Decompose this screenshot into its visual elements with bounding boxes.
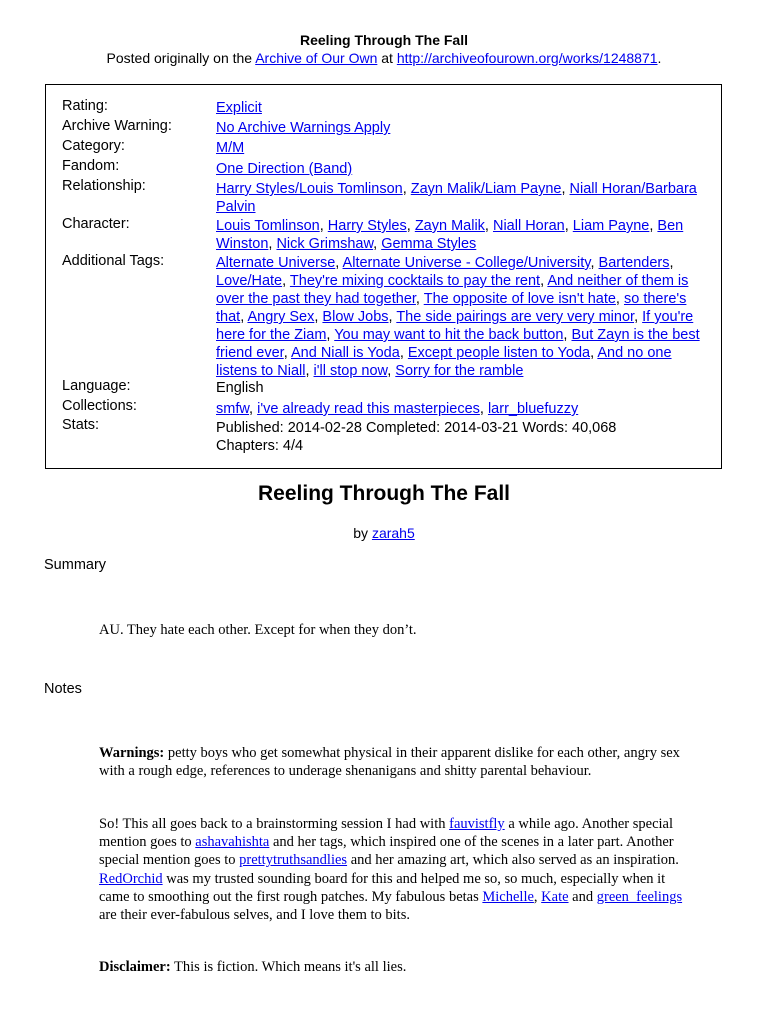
michelle-link[interactable]: Michelle — [482, 888, 534, 905]
tag-link[interactable]: And Niall is Yoda — [290, 345, 400, 361]
tag-link[interactable]: And neither of them is over the past they had together — [216, 273, 689, 307]
posted-prefix: Posted originally on the — [106, 50, 256, 66]
tag-link[interactable]: Liam Payne — [572, 218, 650, 234]
tag-link[interactable]: Nick Grimshaw — [276, 236, 374, 252]
tag-link[interactable]: Niall Horan/Barbara Palvin — [216, 181, 697, 215]
summary-heading: Summary — [44, 557, 107, 573]
green-feelings-link[interactable]: green_feelings — [596, 888, 683, 905]
ack-text-3: and her tags, which inspired one of the scenes in a later part. Another special mention goes to — [99, 834, 674, 869]
at-text: at — [377, 50, 397, 66]
tag-link[interactable]: smfw — [216, 401, 250, 417]
collections-label: Collections: — [62, 398, 137, 414]
notes-heading: Notes — [44, 681, 82, 697]
language-value: English — [216, 380, 264, 396]
tag-link[interactable]: Louis Tomlinson — [216, 218, 320, 234]
tag-link[interactable]: Harry Styles — [327, 218, 407, 234]
fandom-label: Fandom: — [62, 158, 120, 174]
tag-link[interactable]: If you're here for the Ziam — [216, 309, 694, 343]
tag-link[interactable]: And no one listens to Niall — [216, 345, 672, 379]
tag-link[interactable]: No Archive Warnings Apply — [216, 120, 391, 136]
ack-text-7: and — [568, 888, 597, 905]
tag-link[interactable]: Zayn Malik — [414, 218, 485, 234]
tag-link[interactable]: M/M — [216, 140, 245, 156]
tag-link[interactable]: Except people listen to Yoda — [407, 345, 591, 361]
by-text: by — [353, 525, 372, 541]
header-title: Reeling Through The Fall — [300, 32, 468, 48]
tag-link[interactable]: You may want to hit the back button — [334, 327, 564, 343]
prettytruthsandlies-link[interactable]: prettytruthsandlies — [239, 852, 348, 869]
stats-line-2: Chapters: 4/4 — [216, 438, 304, 454]
tag-link[interactable]: Gemma Styles — [381, 236, 477, 252]
disclaimer-label: Disclaimer: — [99, 959, 171, 975]
tag-link[interactable]: But Zayn is the best friend ever — [216, 327, 700, 361]
posted-originally-line — [0, 50, 768, 66]
fandom-values — [216, 160, 706, 178]
tag-link[interactable]: Zayn Malik/Liam Payne — [410, 181, 562, 197]
tag-link[interactable]: Niall Horan — [492, 218, 565, 234]
period: . — [657, 50, 662, 66]
fauvistfly-link[interactable]: fauvistfly — [449, 816, 505, 832]
tag-link[interactable]: Bartenders — [598, 255, 670, 271]
tag-link[interactable]: larr_bluefuzzy — [487, 401, 579, 417]
tag-link[interactable]: Love/Hate — [216, 273, 283, 289]
tag-link[interactable]: They're mixing cocktails to pay the rent — [289, 273, 541, 289]
relationship-label: Relationship: — [62, 178, 146, 194]
ashavahishta-link[interactable]: ashavahishta — [195, 834, 270, 851]
tag-link[interactable]: The opposite of love isn't hate — [423, 291, 616, 307]
tag-link[interactable]: Angry Sex — [247, 309, 315, 325]
tags-label: Additional Tags: — [62, 253, 165, 269]
tag-link[interactable]: i've already read this masterpieces — [257, 401, 480, 417]
work-url-link[interactable]: http://archiveofourown.org/works/1248871 — [396, 50, 658, 66]
tag-link[interactable]: One Direction (Band) — [216, 161, 353, 177]
summary-text: AU. They hate each other. Except for when they don’t. — [99, 622, 417, 638]
tag-link[interactable]: Ben Winston — [216, 218, 684, 252]
character-label: Character: — [62, 216, 130, 232]
tag-link[interactable]: i'll stop now — [313, 363, 388, 379]
notes-acknowledgements — [99, 815, 699, 924]
ack-text-6: , — [533, 888, 542, 905]
work-title: Reeling Through The Fall — [258, 482, 510, 505]
tag-link[interactable]: so there's that — [216, 291, 687, 325]
tag-link[interactable]: Explicit — [216, 100, 262, 116]
disclaimer-text: This is fiction. Which means it's all lies. — [170, 959, 407, 975]
warnings-label: Warnings: — [99, 745, 165, 761]
tag-link[interactable]: Alternate Universe — [216, 255, 336, 271]
collections-values: smfw, i've already read this masterpieces, larr_bluefuzzy — [216, 401, 579, 417]
stats-line-1: Published: 2014-02-28 Completed: 2014-03-21 Words: 40,068 — [216, 420, 617, 436]
stats-label: Stats: — [62, 417, 100, 433]
work-metadata-box — [45, 84, 722, 469]
tag-link[interactable]: Blow Jobs — [322, 309, 389, 325]
category-values — [216, 139, 706, 157]
author-link[interactable]: zarah5 — [371, 525, 415, 541]
ack-text-5: was my trusted sounding board for this and helped me so, so much, especially when it came to smoothing out the first rough patches. My fabulous betas — [99, 870, 666, 905]
character-values: Louis Tomlinson, Harry Styles, Zayn Malik, Niall Horan, Liam Payne, Ben Winston, Nick Grimshaw, Gemma Styles — [216, 218, 684, 252]
tags-values: Alternate Universe, Alternate Universe - College/University, Bartenders, Love/Hate, They're mixing cocktails to pay the rent, And neither of them is over the past they had together, The opposite of love isn't hate, so there's that, Angry Sex, Blow Jobs, The side pairings are very very minor, If you're here for the Ziam, You may want to hit the back button, But Zayn is the best friend ever, And Niall is Yoda, Except people listen to Yoda, And no one listens to Niall, i'll stop now, Sorry for the ramble — [216, 255, 700, 379]
tag-link[interactable]: Harry Styles/Louis Tomlinson — [216, 181, 403, 197]
category-label: Category: — [62, 138, 125, 154]
rating-values — [216, 99, 706, 117]
ack-text-4: and her amazing art, which also served as an inspiration. — [347, 852, 679, 869]
byline — [0, 525, 768, 541]
notes-disclaimer — [99, 958, 699, 976]
tag-link[interactable]: The side pairings are very very minor — [396, 309, 635, 325]
archive-link[interactable]: Archive of Our Own — [255, 50, 378, 66]
rating-label: Rating: — [62, 98, 108, 114]
warning-label: Archive Warning: — [62, 118, 172, 134]
kate-link[interactable]: Kate — [541, 888, 569, 905]
warning-values — [216, 119, 706, 137]
language-label: Language: — [62, 378, 131, 394]
tag-link[interactable]: Alternate Universe - College/University — [342, 255, 591, 271]
ack-text-2: a while ago. Another special mention goes to — [99, 816, 673, 851]
warnings-text: petty boys who get somewhat physical in their apparent dislike for each other, angry sex with a rough edge, references to underage shenanigans and shitty parental behaviour. — [99, 745, 680, 780]
redorchid-link[interactable]: RedOrchid — [99, 870, 163, 887]
notes-warnings — [99, 744, 699, 780]
tag-link[interactable]: Sorry for the ramble — [395, 363, 524, 379]
ack-text-8: are their ever-fabulous selves, and I love them to bits. — [99, 907, 410, 924]
relationship-values: Harry Styles/Louis Tomlinson, Zayn Malik/Liam Payne, Niall Horan/Barbara Palvin — [216, 181, 697, 215]
stats-value — [216, 419, 706, 455]
ack-text-1: So! This all goes back to a brainstorming session I had with — [99, 816, 450, 832]
